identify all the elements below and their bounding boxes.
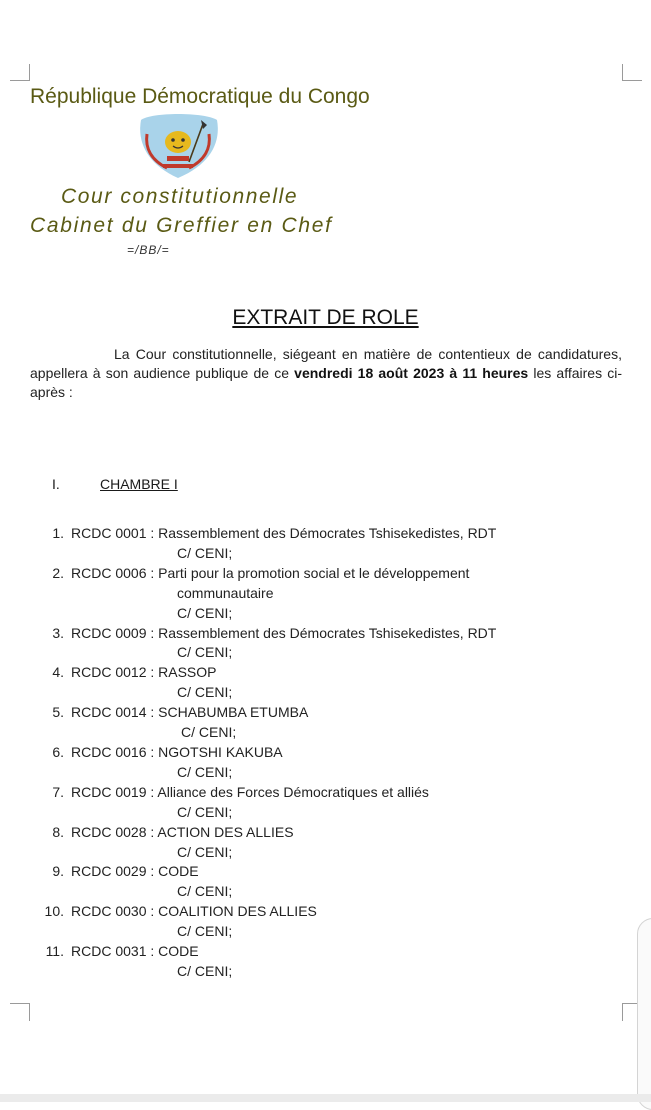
chamber-title: CHAMBRE I xyxy=(100,476,178,492)
case-number: 2. xyxy=(52,564,64,581)
case-number: 1. xyxy=(52,525,64,541)
case-line xyxy=(0,743,651,763)
case-item xyxy=(0,564,651,624)
intro-text-end: les affaires ci-après : xyxy=(30,365,623,400)
case-reference: RCDC 0029 : CODE xyxy=(71,863,199,880)
case-line xyxy=(0,564,651,584)
case-number: 7. xyxy=(52,783,64,800)
case-list xyxy=(0,524,651,982)
case-item xyxy=(0,823,651,863)
case-reference: RCDC 0016 : NGOTSHI KAKUBA xyxy=(71,743,283,760)
bottom-bar xyxy=(0,1094,651,1102)
case-reference: RCDC 0012 : RASSOP xyxy=(71,664,217,681)
scroll-handle[interactable] xyxy=(637,918,651,1110)
case-defendant: C/ CENI; xyxy=(177,962,233,979)
case-number: 5. xyxy=(52,704,64,721)
case-reference: RCDC 0019 : Alliance des Forces Démocratiques et alliés xyxy=(71,783,429,800)
case-reference: RCDC 0009 : Rassemblement des Démocrates Tshisekedistes, RDT xyxy=(71,624,497,641)
case-defendant: C/ CENI; xyxy=(177,883,233,900)
case-line xyxy=(0,823,651,843)
case-line xyxy=(0,942,651,962)
case-line xyxy=(0,663,651,683)
intro-paragraph xyxy=(30,345,622,402)
court-name: Cour constitutionnelle xyxy=(61,185,299,208)
page-corner-mark-top-right xyxy=(622,64,642,81)
case-number: 6. xyxy=(52,743,64,760)
case-line xyxy=(0,624,651,644)
coat-of-arms-emblem xyxy=(133,112,223,182)
country-name: République Démocratique du Congo xyxy=(30,85,370,108)
case-number: 8. xyxy=(52,823,64,840)
case-number: 3. xyxy=(52,624,64,641)
case-reference: RCDC 0030 : COALITION DES ALLIES xyxy=(71,903,317,920)
case-item xyxy=(0,663,651,703)
case-line xyxy=(0,783,651,803)
case-line xyxy=(0,524,651,544)
case-defendant: C/ CENI; xyxy=(177,644,233,661)
case-defendant: C/ CENI; xyxy=(177,684,233,701)
case-item xyxy=(0,783,651,823)
case-reference: RCDC 0028 : ACTION DES ALLIES xyxy=(71,823,294,840)
case-item xyxy=(0,743,651,783)
intro-text-start: La Cour constitutionnelle, siégeant en matière de contentieux de candidatures, appellera à son audience publique de ce xyxy=(30,346,622,381)
case-reference-continuation: communautaire xyxy=(177,584,274,601)
case-item xyxy=(0,524,651,564)
case-line xyxy=(0,902,651,922)
cabinet-name: Cabinet du Greffier en Chef xyxy=(30,214,333,237)
hearing-date: vendredi 18 août 2023 à 11 xyxy=(294,365,478,381)
page-corner-mark-bottom-left xyxy=(10,1003,30,1021)
case-defendant: C/ CENI; xyxy=(177,923,233,940)
case-defendant: C/ CENI; xyxy=(177,544,233,561)
hearing-hour-word: heures xyxy=(482,365,529,381)
case-defendant: C/ CENI; xyxy=(177,604,233,621)
case-item xyxy=(0,902,651,942)
case-number: 4. xyxy=(52,664,64,681)
case-item xyxy=(0,862,651,902)
case-number: 10. xyxy=(44,903,64,920)
case-defendant: C/ CENI; xyxy=(177,843,233,860)
case-reference: RCDC 0006 : Parti pour la promotion social et le développement xyxy=(71,564,470,581)
page-corner-mark-top-left xyxy=(10,64,30,81)
case-line xyxy=(0,703,651,723)
case-item xyxy=(0,942,651,982)
case-item xyxy=(0,703,651,743)
case-line xyxy=(0,862,651,882)
case-defendant: C/ CENI; xyxy=(177,803,233,820)
case-number: 9. xyxy=(52,863,64,880)
chamber-number: I. xyxy=(52,476,60,492)
reference-code: =/BB/= xyxy=(127,243,170,257)
case-reference: RCDC 0014 : SCHABUMBA ETUMBA xyxy=(71,704,309,721)
case-defendant: C/ CENI; xyxy=(181,724,237,741)
case-item xyxy=(0,624,651,664)
case-number: 11. xyxy=(45,943,64,960)
case-defendant: C/ CENI; xyxy=(177,763,233,780)
case-reference: RCDC 0001 : Rassemblement des Démocrates Tshisekedistes, RDT xyxy=(71,525,497,541)
document-title: EXTRAIT DE ROLE xyxy=(232,306,419,329)
case-reference: RCDC 0031 : CODE xyxy=(71,943,199,960)
